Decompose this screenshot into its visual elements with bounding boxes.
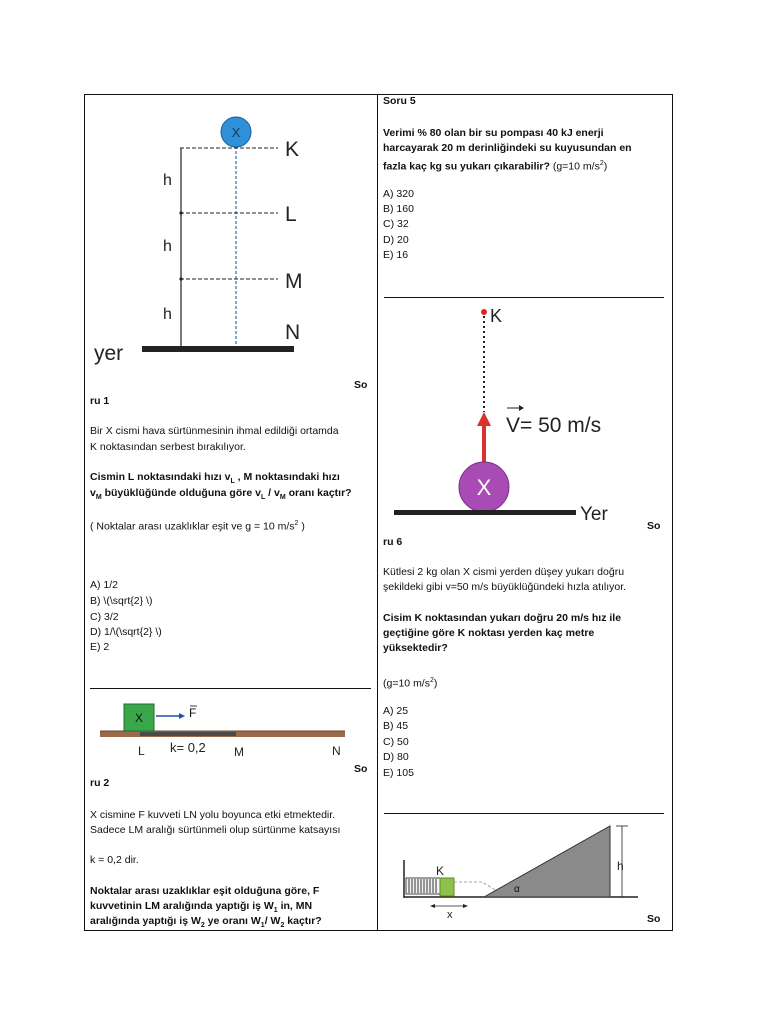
svg-text:V= 50 m/s: V= 50 m/s (506, 414, 602, 437)
point-k (481, 309, 487, 315)
svg-text:X: X (476, 475, 492, 500)
q6-bold-2: geçtiğine göre K noktası yerden kaç metre (383, 627, 595, 639)
point-l-label: L (285, 203, 297, 226)
q1-option-a: A) 1/2 (90, 579, 119, 591)
point-n-label: N (285, 321, 301, 344)
q1-option-b: B) \(\sqrt{2} \) (90, 595, 153, 607)
q2-bold-3: aralığında yaptığı iş $W_2$ ye oranı $W_1/$ $W_2$ kaçtır? (90, 915, 322, 930)
q2-diagram (95, 697, 355, 767)
q6-option-c: C) 50 (383, 736, 409, 748)
top-left-tick (84, 94, 85, 104)
h-label-2: h (163, 238, 172, 255)
svg-text:K: K (436, 864, 445, 878)
column-divider (377, 94, 378, 930)
q5-option-c: C) 32 (383, 218, 409, 230)
q1-option-d: D) 1/\(\sqrt{2} \) (90, 626, 162, 638)
svg-text:F: F (189, 706, 197, 720)
right-row-divider-1 (384, 297, 664, 298)
q6-text-2: şekildeki gibi v=50 m/s büyüklüğündeki hızla atılıyor. (383, 581, 627, 593)
q2-bold-1: Noktalar arası uzaklıklar eşit olduğuna göre, F (90, 885, 320, 897)
h-label-1: h (163, 172, 172, 189)
svg-text:Yer: Yer (580, 504, 608, 525)
q5-title: Soru 5 (383, 95, 416, 107)
q2-text-2: Sadece LM aralığı sürtünmeli olup sürtünme katsayısı (90, 824, 341, 836)
svg-text:x: x (447, 909, 453, 921)
q5-option-d: D) 20 (383, 234, 409, 246)
point-m-label: M (285, 270, 303, 293)
q2-text-1: X cismine F kuvveti LN yolu boyunca etki etmektedir. (90, 809, 336, 821)
q2-bold-2: kuvvetinin LM aralığında yaptığı iş $W_1$ in, MN (90, 900, 313, 915)
block-k (440, 878, 454, 896)
q6-option-a: A) 25 (383, 705, 409, 717)
q5-bold-2: harcayarak 20 m derinliğindeki su kuyusundan en (383, 142, 632, 154)
q6-so: So (647, 520, 661, 532)
svg-text:α: α (514, 884, 520, 895)
left-row-divider (90, 688, 371, 689)
q1-diagram (90, 110, 320, 370)
q6-text-1: Kütlesi 2 kg olan X cismi yerden düşey yukarı doğru (383, 566, 625, 578)
q1-option-c: C) 3/2 (90, 611, 119, 623)
q1-option-e: E) 2 (90, 641, 110, 653)
q5-bold-1: Verimi % 80 olan bir su pompası 40 kJ enerji (383, 127, 604, 139)
q6-gravity: (g=10 $m/s^2$) (383, 677, 438, 690)
q7-so: So (647, 913, 661, 925)
q6-option-e: E) 105 (383, 767, 414, 779)
ball-label: X (231, 125, 241, 140)
svg-text:L: L (138, 744, 145, 758)
q6-diagram (390, 300, 630, 525)
right-row-divider-2 (384, 813, 664, 814)
q5-option-e: E) 16 (383, 249, 409, 261)
q6-bold-1: Cisim K noktasından yukarı doğru 20 m/s hız ile (383, 612, 622, 624)
q6-number: ru 6 (383, 536, 403, 548)
svg-text:M: M (234, 745, 244, 759)
ground-label: yer (94, 342, 124, 365)
q1-number: ru 1 (90, 395, 110, 407)
q1-text-2: K noktasından serbest bırakılıyor. (90, 441, 246, 453)
q6-option-d: D) 80 (383, 751, 409, 763)
svg-text:X: X (134, 711, 144, 725)
h-label-3: h (163, 306, 172, 323)
q2-so: So (354, 763, 368, 775)
point-k-label: K (285, 138, 300, 161)
q6-bold-3: yüksektedir? (383, 642, 448, 654)
q2-number: ru 2 (90, 777, 110, 789)
q5-option-b: B) 160 (383, 203, 414, 215)
q1-so: So (354, 379, 368, 391)
q1-bold-1: Cismin L noktasındaki hızı $v_L$ , M noktasındaki hızı (90, 471, 340, 486)
q1-bold-2: $v_M$ büyüklüğünde olduğuna göre $v_L / v_M$ oranı kaçtır? (90, 487, 352, 502)
svg-text:k= 0,2: k= 0,2 (170, 740, 206, 755)
q7-diagram (398, 820, 648, 920)
q5-option-a: A) 320 (383, 188, 414, 200)
svg-text:K: K (490, 306, 503, 326)
q1-text-1: Bir X cismi hava sürtünmesinin ihmal edildiği ortamda (90, 425, 339, 437)
q6-option-b: B) 45 (383, 720, 409, 732)
svg-text:N: N (332, 744, 341, 758)
q2-text-3: k = 0,2 dir. (90, 854, 139, 866)
q5-bold-3: fazla kaç kg su yukarı çıkarabilir? (g=10 $m/s^2$) (383, 160, 608, 173)
q1-note: ( Noktalar arası uzaklıklar eşit ve g = 10 $m/s^2$ ) (90, 520, 305, 533)
svg-text:h: h (617, 859, 624, 873)
